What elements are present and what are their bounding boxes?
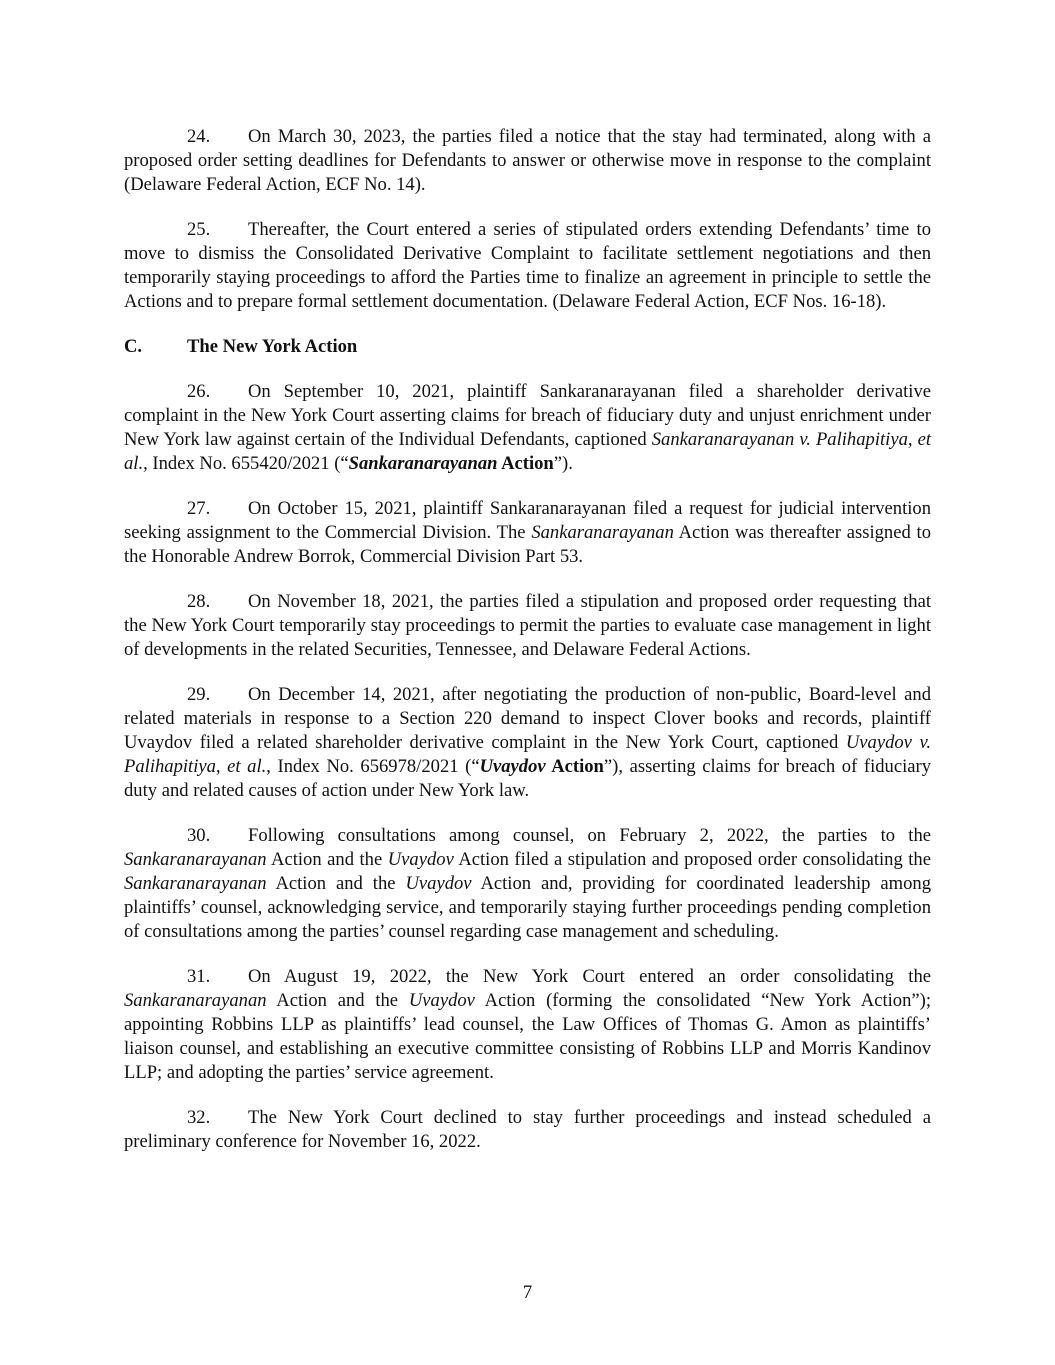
page-number: 7 [522,1282,533,1303]
text-run-bold-italic: Uvaydov [479,756,546,777]
text-run-italic: Sankaranarayanan [124,873,267,894]
text-run-bold: Action [545,756,604,777]
text-run-italic: Uvaydov v. Palihapitiya, et al. [124,732,932,777]
paragraph-number: 30. [187,825,211,846]
paragraph-number: 27. [187,498,211,519]
paragraph-29 [124,683,931,803]
paragraph-number: 24. [187,126,211,147]
document-body [124,125,931,1175]
text-run: Action and the [266,990,409,1011]
paragraph-25 [124,218,931,314]
text-run: On March 30, 2023, the parties filed a notice that the stay had terminated, along with a proposed order setting deadlines for Defendants to answer or otherwise move in response to the complaint (Delaware Federal Action, ECF No. 14). [124,126,931,195]
text-run: On September 10, 2021, plaintiff Sankaranarayanan filed a shareholder derivative complaint in the New York Court asserting claims for breach of fiduciary duty and unjust enrichment under New York law against certain of the Individual Defendants, captioned [124,381,931,450]
text-run: Action was thereafter assigned to the Honorable Andrew Borrok, Commercial Division Part 53. [124,522,932,567]
text-run: On December 14, 2021, after negotiating the production of non-public, Board-level and related materials in response to a Section 220 demand to inspect Clover books and records, plaintiff Uvaydov filed a related shareholder derivative complaint in the New York Court, captioned [124,684,931,753]
paragraph-number: 25. [187,219,211,240]
section-letter: C. [124,336,143,357]
text-run: ”). [553,453,573,474]
paragraph-32 [124,1106,931,1154]
paragraph-number: 26. [187,381,211,402]
text-run-italic: Sankaranarayanan [531,522,674,543]
text-run-italic: Sankaranarayanan [124,990,267,1011]
text-run: Action filed a stipulation and proposed order consolidating the [453,849,931,870]
text-run-italic: Uvaydov [387,849,454,870]
paragraph-number: 31. [187,966,211,987]
paragraph-number: 32. [187,1107,211,1128]
paragraph-28 [124,590,931,662]
text-run: , Index No. 655420/2021 (“ [143,453,349,474]
paragraph-30 [124,824,931,944]
text-run: ”), asserting claims for breach of fiduciary duty and related causes of action under New York law. [124,756,931,801]
text-run: Action and the [266,849,388,870]
text-run: Action and the [266,873,406,894]
text-run-bold [349,453,498,474]
paragraph-26 [124,380,931,476]
paragraph-31 [124,965,931,1085]
section-title: The New York Action [187,336,358,357]
text-run-italic: Sankaranarayanan [124,849,267,870]
paragraph-number: 28. [187,591,211,612]
paragraph-27 [124,497,931,569]
text-run: On October 15, 2021, plaintiff Sankaranarayanan filed a request for judicial intervention seeking assignment to the Commercial Division. The [124,498,931,543]
paragraph-number: 29. [187,684,211,705]
text-run: Following consultations among counsel, on February 2, 2022, the parties to the [248,825,931,846]
text-run: Action and, providing for coordinated leadership among plaintiffs’ counsel, acknowledging service, and temporarily staying further proceedings pending completion of consultations among the parties’ counsel regarding case management and scheduling. [124,873,931,942]
text-run: Thereafter, the Court entered a series of stipulated orders extending Defendants’ time to move to dismiss the Consolidated Derivative Complaint to facilitate settlement negotiations and then temporarily staying proceedings to afford the Parties time to finalize an agreement in principle to settle the Actions and to prepare formal settlement documentation. (Delaware Federal Action, ECF Nos. 16-18). [124,219,931,312]
text-run-italic: Uvaydov [405,873,472,894]
text-run-italic: Uvaydov [408,990,475,1011]
text-run: On August 19, 2022, the New York Court entered an order consolidating the [248,966,931,987]
section-heading [124,335,931,359]
text-run-bold-italic: Sankaranarayanan [348,453,498,474]
text-run-italic: Sankaranarayanan v. Palihapitiya, et al. [124,429,931,474]
text-run: Action (forming the consolidated “New York Action”); appointing Robbins LLP as plaintiffs’ lead counsel, the Law Offices of Thomas G. Amon as plaintiffs’ liaison counsel, and establishing an executive committee consisting of Robbins LLP and Morris Kandinov LLP; and adopting the parties’ service agreement. [124,990,931,1083]
text-run-bold: Action [497,453,554,474]
text-run-bold [480,756,546,777]
paragraph-24 [124,125,931,197]
text-run: The New York Court declined to stay further proceedings and instead scheduled a preliminary conference for November 16, 2022. [124,1107,931,1152]
text-run: On November 18, 2021, the parties filed a stipulation and proposed order requesting that the New York Court temporarily stay proceedings to permit the parties to evaluate case management in light of developments in the related Securities, Tennessee, and Delaware Federal Actions. [124,591,931,660]
text-run: , Index No. 656978/2021 (“ [266,756,480,777]
